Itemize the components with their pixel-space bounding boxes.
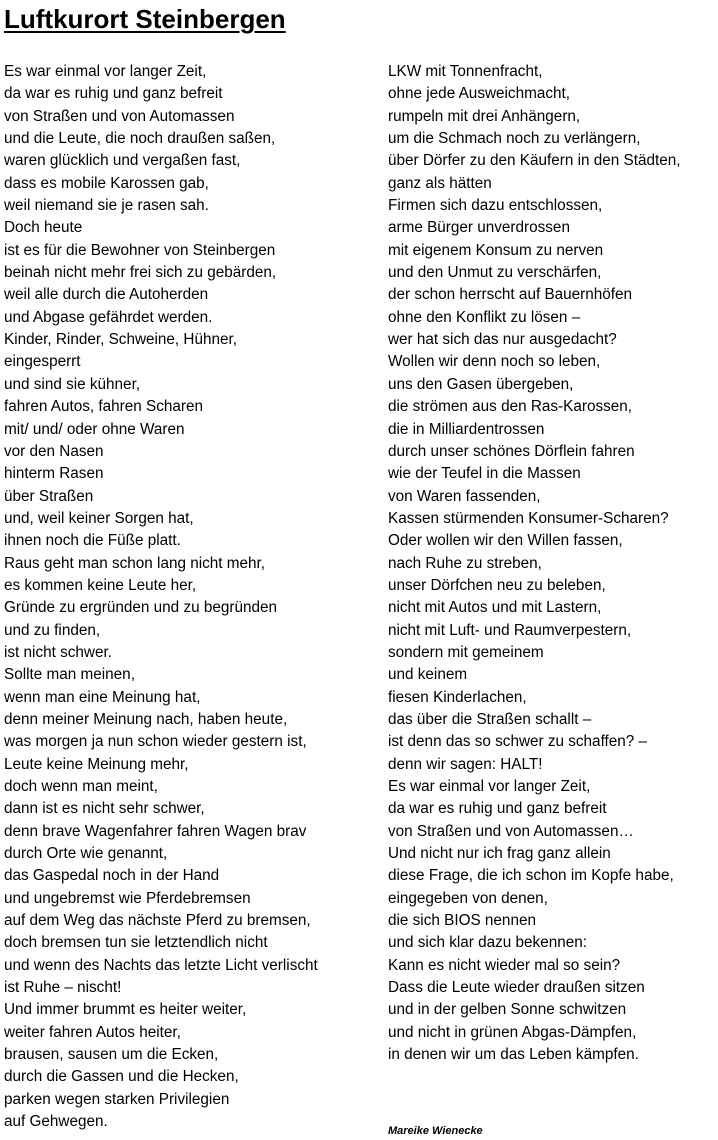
poem-line: hinterm Rasen [4,465,104,483]
poem-line: wer hat sich das nur ausgedacht? [388,331,617,349]
poem-line: sondern mit gemeinem [388,643,544,661]
poem-line: rumpeln mit drei Anhängern, [388,107,581,125]
poem-line: weil niemand sie je rasen sah. [4,197,209,215]
poem-line: und die Leute, die noch draußen saßen, [4,130,276,148]
poem-line: denn wir sagen: HALT! [388,755,543,773]
poem-line: brausen, sausen um die Ecken, [4,1046,219,1064]
poem-line: unser Dörfchen neu zu beleben, [388,576,606,594]
poem-line: von Straßen und von Automassen… [388,822,634,840]
poem-line: ohne den Konflikt zu lösen – [388,308,581,326]
poem-line: wenn man eine Meinung hat, [4,688,201,706]
poem-title: Luftkurort Steinbergen [4,4,286,34]
poem-line: und sind sie kühner, [4,375,141,393]
poem-line: nach Ruhe zu streben, [388,554,542,572]
poem-line: Kann es nicht wieder mal so sein? [388,956,621,974]
poem-line: auf Gehwegen. [4,1113,108,1131]
poem-line: Leute keine Meinung mehr, [4,755,189,773]
poem-line: die in Milliardentrossen [388,420,545,438]
poem-line: Kinder, Rinder, Schweine, Hühner, [4,331,237,349]
poem-line: Dass die Leute wieder draußen sitzen [388,979,645,997]
poem-line: das über die Straßen schallt – [388,710,592,728]
poem-line: und wenn des Nachts das letzte Licht verlischt [4,956,318,974]
poem-line: Und immer brummt es heiter weiter, [4,1001,247,1019]
poem-line: weil alle durch die Autoherden [4,286,209,304]
poem-line: diese Frage, die ich schon im Kopfe habe, [388,867,674,885]
poem-line: durch Orte wie genannt, [4,845,168,863]
poem-left-column [4,61,379,1134]
poem-line: die sich BIOS nennen [388,912,536,930]
poem-line: ist Ruhe – nischt! [4,979,122,997]
author-signature: Mareike Wienecke [388,1125,483,1137]
poem-line: Es war einmal vor langer Zeit, [4,63,207,80]
poem-line: Firmen sich dazu entschlossen, [388,197,603,215]
poem-line: ist es für die Bewohner von Steinbergen [4,241,276,259]
poem-line: ihnen noch die Füße platt. [4,532,181,550]
poem-line: und zu finden, [4,621,101,639]
poem-line: eingegeben von denen, [388,889,548,907]
poem-line: Oder wollen wir den Willen fassen, [388,532,623,550]
poem-line: Es war einmal vor langer Zeit, [388,778,591,795]
poem-line: die strömen aus den Ras-Karossen, [388,398,633,416]
poem-line: in denen wir um das Leben kämpfen. [388,1046,639,1064]
poem-line: ist nicht schwer. [4,643,112,661]
poem-line: beinah nicht mehr frei sich zu gebärden, [4,264,277,282]
poem-line: mit eigenem Konsum zu nerven [388,241,604,259]
poem-line: von Straßen und von Automassen [4,107,235,125]
poem-line: waren glücklich und vergaßen fast, [4,152,241,170]
poem-line: um die Schmach noch zu verlängern, [388,130,641,148]
poem-line: Und nicht nur ich frag ganz allein [388,845,611,863]
poem-line: durch unser schönes Dörflein fahren [388,442,635,460]
poem-line: da war es ruhig und ganz befreit [388,800,607,818]
poem-line: von Waren fassenden, [388,487,541,505]
poem-line: nicht mit Luft- und Raumverpestern, [388,621,632,639]
poem-line: und ungebremst wie Pferdebremsen [4,889,251,907]
poem-line: fiesen Kinderlachen, [388,688,527,706]
poem-line: ganz als hätten [388,174,492,192]
poem-line: es kommen keine Leute her, [4,576,197,594]
poem-line: auf dem Weg das nächste Pferd zu bremsen, [4,912,311,930]
poem-line: das Gaspedal noch in der Hand [4,867,220,885]
poem-line: Raus geht man schon lang nicht mehr, [4,554,266,572]
poem-line: doch bremsen tun sie letztendlich nicht [4,934,268,952]
poem-line: denn brave Wagenfahrer fahren Wagen brav [4,822,307,840]
poem-line: mit/ und/ oder ohne Waren [4,420,185,438]
poem-line: Sollte man meinen, [4,666,135,684]
poem-line: dass es mobile Karossen gab, [4,174,209,192]
poem-line: und Abgase gefährdet werden. [4,308,213,326]
poem-line: denn meiner Meinung nach, haben heute, [4,710,288,728]
poem-line: und keinem [388,666,468,684]
poem-line: was morgen ja nun schon wieder gestern ist, [4,733,307,751]
poem-line: Kassen stürmenden Konsumer-Scharen? [388,509,669,527]
poem-right-column [388,61,716,1066]
poem-line: fahren Autos, fahren Scharen [4,398,203,416]
poem-line: nicht mit Autos und mit Lastern, [388,599,602,617]
poem-line: Doch heute [4,219,83,237]
poem-line: doch wenn man meint, [4,778,158,795]
poem-line: eingesperrt [4,353,81,371]
poem-line: und nicht in grünen Abgas-Dämpfen, [388,1023,637,1041]
poem-line: uns den Gasen übergeben, [388,375,574,393]
poem-line: LKW mit Tonnenfracht, [388,63,543,80]
poem-line: ist denn das so schwer zu schaffen? – [388,733,648,751]
poem-line: und den Unmut zu verschärfen, [388,264,602,282]
poem-line: und sich klar dazu bekennen: [388,934,587,952]
poem-line: über Dörfer zu den Käufern in den Städten, [388,152,681,170]
poem-line: da war es ruhig und ganz befreit [4,85,223,103]
poem-line: parken wegen starken Privilegien [4,1090,230,1108]
poem-line: dann ist es nicht sehr schwer, [4,800,205,818]
poem-line: durch die Gassen und die Hecken, [4,1068,239,1086]
poem-line: wie der Teufel in die Massen [388,465,581,483]
poem-line: und in der gelben Sonne schwitzen [388,1001,627,1019]
poem-line: und, weil keiner Sorgen hat, [4,509,194,527]
poem-line: ohne jede Ausweichmacht, [388,85,570,103]
poem-line: weiter fahren Autos heiter, [4,1023,181,1041]
poem-line: der schon herrscht auf Bauernhöfen [388,286,633,304]
poem-line: Wollen wir denn noch so leben, [388,353,601,371]
poem-line: vor den Nasen [4,442,104,460]
poem-line: Gründe zu ergründen und zu begründen [4,599,277,617]
poem-line: über Straßen [4,487,94,505]
poem-line: arme Bürger unverdrossen [388,219,570,237]
